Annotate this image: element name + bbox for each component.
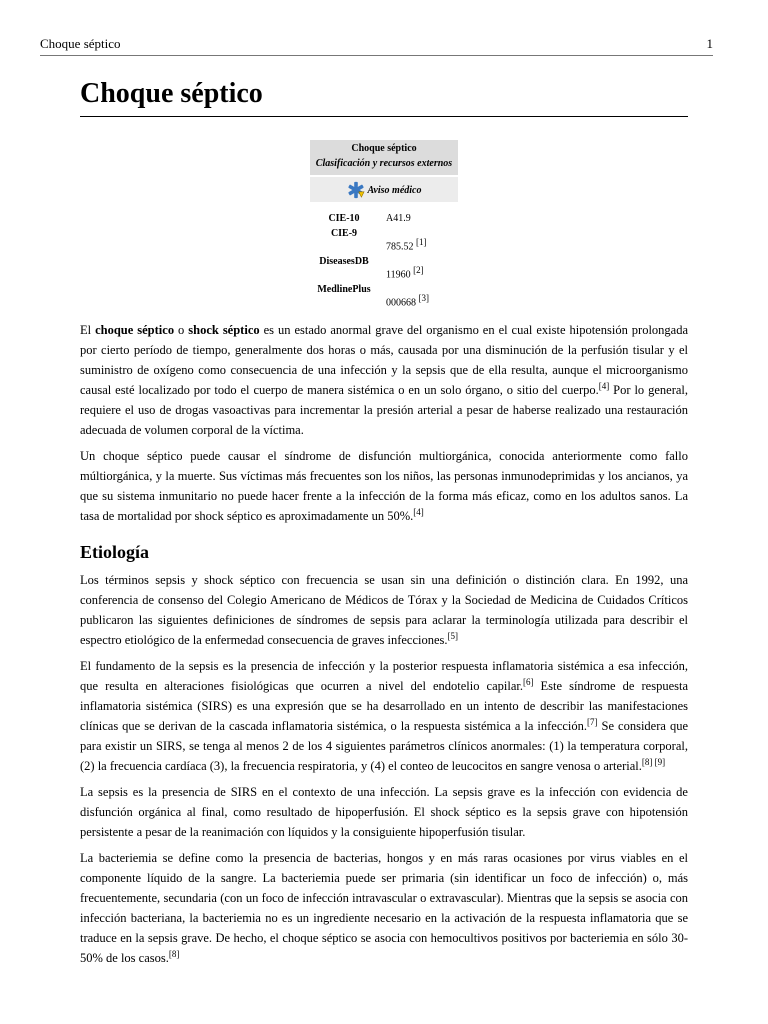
intro-paragraph-1: El choque séptico o shock séptico es un estado anormal grave del organismo en el cual existe hipotensión prolongada por cierto período de tiempo, generalmente dos horas o más, causada por una disminución de la perfusión tisular y el suministro de oxígeno como consecuencia de una infección y la sepsis que de ella resulta, aunque el microorganismo causal esté localizado por todo el cuerpo de manera sistémica o en un solo órgano, o sitio del cuerpo.[4] Por lo general, requiere el uso de drogas vasoactivas para incrementar la presión arterial a pesar de haberse realizado una restauración adecuada de volumen corporal de la víctima. <box>80 323 689 437</box>
intro-paragraph-2: Un choque séptico puede causar el síndrome de disfunción multiorgánica, conocida anteriormente como fallo múltiorgánica, y la muerte. Sus víctimas más frecuentes son los niños, las personas inmunodeprimidas y los ancianos, ya que su sistema inmunitario no puede hacer frente a la infección de la forma más eficaz, como en los adultos sanos. La tasa de mortalidad por shock séptico es aproximadamente un 50%.[4] <box>80 449 688 523</box>
medical-notice[interactable] <box>310 177 458 202</box>
infobox-key: CIE-9 <box>330 228 358 239</box>
infobox-value[interactable]: A41.9 <box>386 213 411 224</box>
infobox-subheading: Clasificación y recursos externos <box>315 158 453 169</box>
etiologia-paragraph-4: La bacteriemia se define como la presencia de bacterias, hongos y en más raras ocasiones por virus viables en el componente líquido de la sangre. La bacteriemia puede ser primaria (sin identificar un foco de infección) o, más frecuentemente, secundaria (con un foco de infección intravascular o extravascular). Mientras que la sepsis se asocia con infección bacteriana, la bacteriemia no es un ingrediente necesario en la activación de la respuesta inflamatoria que se traduce en la sepsis grave. De hecho, el choque séptico se asocia con hemocultivos positivos por bacteriemia en sólo 30-50% de los casos.[8] <box>80 851 688 965</box>
infobox-header <box>310 140 458 175</box>
citation[interactable]: [7] <box>587 716 598 727</box>
citation[interactable]: [8] [9] <box>641 756 666 767</box>
article-title: Choque séptico <box>80 78 688 117</box>
infobox-heading: Choque séptico <box>351 143 417 154</box>
infobox-key: DiseasesDB <box>319 256 369 267</box>
infobox-value[interactable]: 11960 [2] <box>386 264 424 280</box>
article-body <box>80 320 688 974</box>
star-of-life-icon <box>347 181 365 199</box>
infobox-row-cie10 <box>310 202 458 224</box>
citation[interactable]: [5] <box>447 630 459 641</box>
infobox-key: CIE-10 <box>328 213 360 224</box>
infobox-row-cie9 <box>310 224 458 252</box>
page-number: 1 <box>706 36 713 51</box>
running-header-title: Choque séptico <box>40 36 121 51</box>
citation[interactable]: [6] <box>522 676 534 687</box>
etiologia-paragraph-1: Los términos sepsis y shock séptico con frecuencia se usan sin una definición o distinción clara. En 1992, una conferencia de consenso del Colegio Americano de Médicos de Tórax y la Sociedad de Medicina de Cuidados Críticos publicaron las siguientes definiciones de síndromes de sepsis para aclarar la terminología utilizada para describir el espectro etiológico de la enfermedad consecuencia de graves infecciones.[5] <box>80 573 688 647</box>
infobox <box>310 140 458 308</box>
infobox-value[interactable]: 785.52 [1] <box>386 236 427 252</box>
infobox-key: MedlinePlus <box>317 284 371 295</box>
citation[interactable]: [4] <box>413 506 424 517</box>
section-heading-etiologia: Etiología <box>80 542 150 562</box>
etiologia-paragraph-3: La sepsis es la presencia de SIRS en el contexto de una infección. La sepsis grave es la infección con evidencia de disfunción orgánica al final, como resultado de hipoperfusión. El shock séptico es la sepsis grave con hipotensión persistente a pesar de la reanimación con líquidos y la consiguiente hipoperfusión tisular. <box>80 785 688 839</box>
citation[interactable]: [4] <box>598 380 610 391</box>
citation[interactable]: [8] <box>168 948 180 959</box>
medical-notice-label: Aviso médico <box>367 184 422 196</box>
infobox-row-diseasesdb <box>310 252 458 280</box>
etiologia-paragraph-2: El fundamento de la sepsis es la presencia de infección y la posterior respuesta inflamatoria sistémica a esa infección, que resulta en alteraciones fisiológicas que ocurren a nivel del endotelio capilar.[6] Este síndrome de respuesta inflamatoria sistémica (SIRS) es una expresión que se ha desarrollado en un intento de describir las manifestaciones clínicas que se derivan de la cascada inflamatoria sistémica, o la respuesta sistémica a la infección.[7] Se considera que para existir un SIRS, se tenga al menos 2 de los 4 siguientes parámetros clínicos anormales: (1) la temperatura corporal, (2) la frecuencia cardíaca (3), la frecuencia respiratoria, y (4) el conteo de leucocitos en sangre venosa o arterial.[8] [9] <box>80 659 688 773</box>
running-header <box>40 36 713 56</box>
infobox-value[interactable]: 000668 [3] <box>386 292 429 308</box>
infobox-row-medlineplus <box>310 280 458 308</box>
